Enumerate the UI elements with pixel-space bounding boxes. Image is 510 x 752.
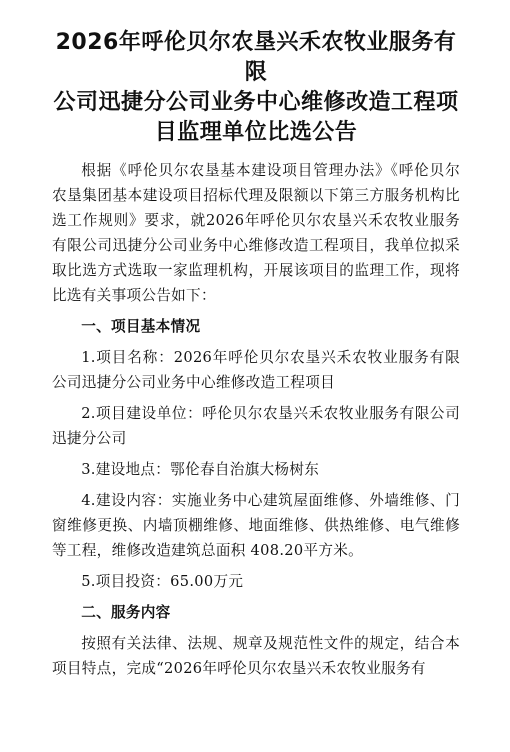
project-scope-item: 4.建设内容：实施业务中心建筑屋面维修、外墙维修、门窗维修更换、内墙顶棚维修、地面维修、供热维修、电气维修等工程，维修改造建筑总面积 408.20平方米。 <box>52 492 460 559</box>
section-heading-project-info: 一、项目基本情况 <box>81 318 201 335</box>
intro-paragraph: 根据《呼伦贝尔农垦基本建设项目管理办法》《呼伦贝尔农垦集团基本建设项目招标代理及限额以下第三方服务机构比选工作规则》要求，就2026年呼伦贝尔农垦兴禾农牧业服务有限公司迅捷分公司业务中心维修改造工程项目，我单位拟采取比选方式选取一家监理机构，开展该项目的监理工作，现将比选有关事项公告如下： <box>52 162 460 304</box>
title-line-3: 目监理单位比选公告 <box>154 120 358 145</box>
document-title <box>52 28 460 148</box>
document-body <box>52 158 460 681</box>
project-investment-item: 5.项目投资：65.00万元 <box>81 573 244 590</box>
title-line-1: 2026年呼伦贝尔农垦兴禾农牧业服务有限 <box>55 30 457 85</box>
project-owner-item: 2.项目建设单位：呼伦贝尔农垦兴禾农牧业服务有限公司迅捷分公司 <box>52 405 460 447</box>
service-content-paragraph: 按照有关法律、法规、规章及规范性文件的规定，结合本项目特点，完成“2026年呼伦贝尔农垦兴禾农牧业服务有 <box>52 635 460 677</box>
project-name-item: 1.项目名称：2026年呼伦贝尔农垦兴禾农牧业服务有限公司迅捷分公司业务中心维修改造工程项目 <box>52 349 460 391</box>
section-heading-service-content: 二、服务内容 <box>81 604 171 621</box>
title-line-2: 公司迅捷分公司业务中心维修改造工程项 <box>53 90 459 115</box>
project-location-item: 3.建设地点：鄂伦春自治旗大杨树东 <box>81 461 320 478</box>
